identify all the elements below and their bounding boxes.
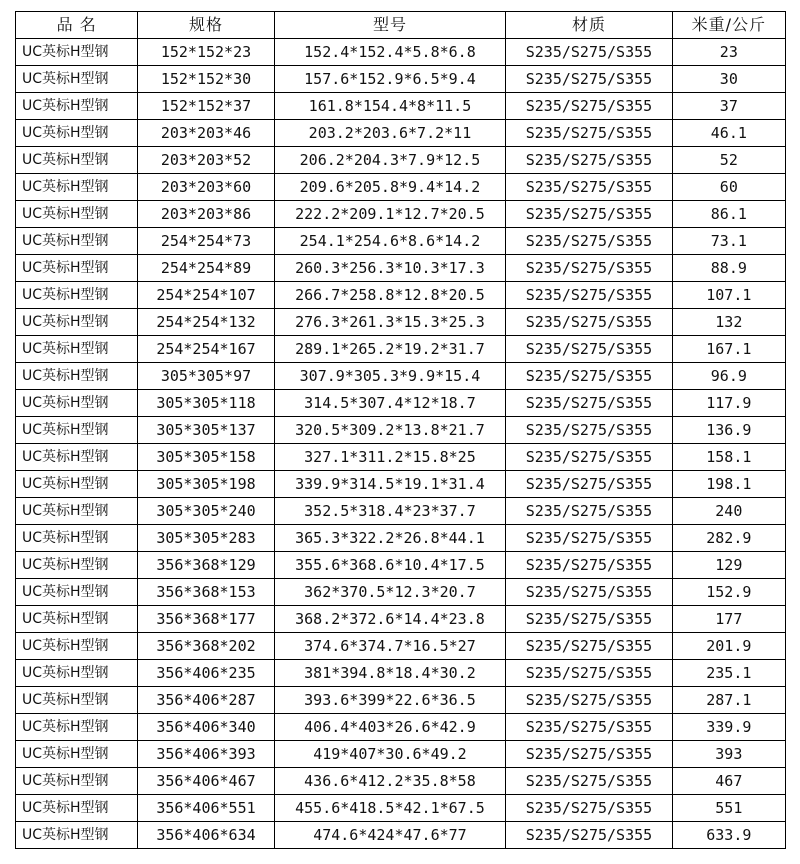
table-row — [16, 552, 786, 579]
cell-name: UC英标H型钢 — [16, 795, 138, 822]
table-row — [16, 147, 786, 174]
cell-weight: 96.9 — [672, 363, 785, 390]
cell-weight: 393 — [672, 741, 785, 768]
cell-name: UC英标H型钢 — [16, 255, 138, 282]
cell-weight: 282.9 — [672, 525, 785, 552]
cell-weight: 235.1 — [672, 660, 785, 687]
table-row — [16, 525, 786, 552]
cell-model: 474.6*424*47.6*77 — [274, 822, 506, 849]
cell-name: UC英标H型钢 — [16, 66, 138, 93]
table-row — [16, 606, 786, 633]
table-row — [16, 174, 786, 201]
cell-material: S235/S275/S355 — [506, 768, 672, 795]
table-body — [16, 39, 786, 849]
cell-material: S235/S275/S355 — [506, 714, 672, 741]
cell-name: UC英标H型钢 — [16, 822, 138, 849]
cell-weight: 551 — [672, 795, 785, 822]
cell-name: UC英标H型钢 — [16, 687, 138, 714]
cell-weight: 73.1 — [672, 228, 785, 255]
cell-model: 455.6*418.5*42.1*67.5 — [274, 795, 506, 822]
cell-spec: 305*305*97 — [138, 363, 274, 390]
cell-material: S235/S275/S355 — [506, 606, 672, 633]
table-row — [16, 768, 786, 795]
cell-spec: 356*406*235 — [138, 660, 274, 687]
cell-name: UC英标H型钢 — [16, 120, 138, 147]
cell-model: 222.2*209.1*12.7*20.5 — [274, 201, 506, 228]
cell-weight: 30 — [672, 66, 785, 93]
cell-name: UC英标H型钢 — [16, 606, 138, 633]
cell-weight: 46.1 — [672, 120, 785, 147]
cell-name: UC英标H型钢 — [16, 93, 138, 120]
cell-weight: 117.9 — [672, 390, 785, 417]
cell-name: UC英标H型钢 — [16, 579, 138, 606]
cell-name: UC英标H型钢 — [16, 552, 138, 579]
table-row — [16, 282, 786, 309]
cell-material: S235/S275/S355 — [506, 741, 672, 768]
header-spec: 规格 — [138, 12, 274, 39]
cell-spec: 305*305*198 — [138, 471, 274, 498]
cell-model: 355.6*368.6*10.4*17.5 — [274, 552, 506, 579]
cell-material: S235/S275/S355 — [506, 201, 672, 228]
cell-spec: 356*368*129 — [138, 552, 274, 579]
cell-model: 209.6*205.8*9.4*14.2 — [274, 174, 506, 201]
cell-name: UC英标H型钢 — [16, 201, 138, 228]
cell-weight: 152.9 — [672, 579, 785, 606]
cell-name: UC英标H型钢 — [16, 768, 138, 795]
cell-spec: 356*368*153 — [138, 579, 274, 606]
cell-spec: 356*406*340 — [138, 714, 274, 741]
cell-material: S235/S275/S355 — [506, 93, 672, 120]
table-row — [16, 498, 786, 525]
cell-weight: 633.9 — [672, 822, 785, 849]
cell-material: S235/S275/S355 — [506, 228, 672, 255]
cell-material: S235/S275/S355 — [506, 174, 672, 201]
cell-material: S235/S275/S355 — [506, 282, 672, 309]
cell-weight: 52 — [672, 147, 785, 174]
table-row — [16, 39, 786, 66]
header-row — [16, 12, 786, 39]
cell-weight: 198.1 — [672, 471, 785, 498]
cell-weight: 107.1 — [672, 282, 785, 309]
cell-model: 436.6*412.2*35.8*58 — [274, 768, 506, 795]
cell-name: UC英标H型钢 — [16, 633, 138, 660]
table-row — [16, 363, 786, 390]
table-row — [16, 633, 786, 660]
cell-model: 260.3*256.3*10.3*17.3 — [274, 255, 506, 282]
cell-spec: 152*152*30 — [138, 66, 274, 93]
cell-spec: 152*152*37 — [138, 93, 274, 120]
cell-material: S235/S275/S355 — [506, 363, 672, 390]
cell-spec: 203*203*52 — [138, 147, 274, 174]
cell-material: S235/S275/S355 — [506, 309, 672, 336]
cell-spec: 152*152*23 — [138, 39, 274, 66]
cell-model: 381*394.8*18.4*30.2 — [274, 660, 506, 687]
cell-name: UC英标H型钢 — [16, 390, 138, 417]
cell-name: UC英标H型钢 — [16, 741, 138, 768]
cell-weight: 88.9 — [672, 255, 785, 282]
cell-name: UC英标H型钢 — [16, 174, 138, 201]
cell-name: UC英标H型钢 — [16, 471, 138, 498]
table-row — [16, 120, 786, 147]
cell-material: S235/S275/S355 — [506, 444, 672, 471]
cell-model: 254.1*254.6*8.6*14.2 — [274, 228, 506, 255]
cell-weight: 60 — [672, 174, 785, 201]
table-row — [16, 93, 786, 120]
cell-material: S235/S275/S355 — [506, 579, 672, 606]
cell-spec: 356*368*177 — [138, 606, 274, 633]
cell-spec: 254*254*167 — [138, 336, 274, 363]
header-material: 材质 — [506, 12, 672, 39]
cell-spec: 305*305*283 — [138, 525, 274, 552]
cell-material: S235/S275/S355 — [506, 660, 672, 687]
table-row — [16, 687, 786, 714]
cell-model: 161.8*154.4*8*11.5 — [274, 93, 506, 120]
table-row — [16, 579, 786, 606]
table-row — [16, 471, 786, 498]
cell-material: S235/S275/S355 — [506, 390, 672, 417]
cell-name: UC英标H型钢 — [16, 444, 138, 471]
cell-spec: 254*254*89 — [138, 255, 274, 282]
cell-model: 352.5*318.4*23*37.7 — [274, 498, 506, 525]
table-row — [16, 336, 786, 363]
cell-model: 307.9*305.3*9.9*15.4 — [274, 363, 506, 390]
cell-model: 362*370.5*12.3*20.7 — [274, 579, 506, 606]
table-row — [16, 390, 786, 417]
cell-model: 406.4*403*26.6*42.9 — [274, 714, 506, 741]
cell-name: UC英标H型钢 — [16, 309, 138, 336]
table-row — [16, 255, 786, 282]
cell-name: UC英标H型钢 — [16, 417, 138, 444]
cell-weight: 467 — [672, 768, 785, 795]
cell-spec: 203*203*86 — [138, 201, 274, 228]
cell-name: UC英标H型钢 — [16, 228, 138, 255]
cell-model: 266.7*258.8*12.8*20.5 — [274, 282, 506, 309]
cell-name: UC英标H型钢 — [16, 282, 138, 309]
cell-spec: 356*368*202 — [138, 633, 274, 660]
cell-material: S235/S275/S355 — [506, 498, 672, 525]
cell-spec: 254*254*107 — [138, 282, 274, 309]
table-row — [16, 66, 786, 93]
cell-spec: 356*406*393 — [138, 741, 274, 768]
cell-model: 393.6*399*22.6*36.5 — [274, 687, 506, 714]
cell-spec: 203*203*46 — [138, 120, 274, 147]
cell-model: 320.5*309.2*13.8*21.7 — [274, 417, 506, 444]
cell-material: S235/S275/S355 — [506, 687, 672, 714]
table-row — [16, 309, 786, 336]
cell-material: S235/S275/S355 — [506, 471, 672, 498]
table-row — [16, 660, 786, 687]
table-row — [16, 444, 786, 471]
cell-material: S235/S275/S355 — [506, 525, 672, 552]
header-name: 品 名 — [16, 12, 138, 39]
cell-name: UC英标H型钢 — [16, 39, 138, 66]
cell-spec: 305*305*158 — [138, 444, 274, 471]
cell-weight: 136.9 — [672, 417, 785, 444]
cell-weight: 158.1 — [672, 444, 785, 471]
cell-material: S235/S275/S355 — [506, 66, 672, 93]
cell-spec: 305*305*118 — [138, 390, 274, 417]
table-row — [16, 822, 786, 849]
cell-weight: 132 — [672, 309, 785, 336]
cell-name: UC英标H型钢 — [16, 660, 138, 687]
cell-weight: 339.9 — [672, 714, 785, 741]
cell-spec: 305*305*137 — [138, 417, 274, 444]
cell-spec: 203*203*60 — [138, 174, 274, 201]
steel-spec-table — [15, 11, 786, 849]
cell-material: S235/S275/S355 — [506, 255, 672, 282]
table-row — [16, 741, 786, 768]
cell-material: S235/S275/S355 — [506, 552, 672, 579]
table-row — [16, 228, 786, 255]
cell-material: S235/S275/S355 — [506, 822, 672, 849]
cell-spec: 356*406*551 — [138, 795, 274, 822]
cell-weight: 37 — [672, 93, 785, 120]
cell-spec: 356*406*287 — [138, 687, 274, 714]
cell-name: UC英标H型钢 — [16, 714, 138, 741]
cell-spec: 356*406*467 — [138, 768, 274, 795]
cell-weight: 287.1 — [672, 687, 785, 714]
cell-model: 152.4*152.4*5.8*6.8 — [274, 39, 506, 66]
cell-spec: 356*406*634 — [138, 822, 274, 849]
cell-weight: 23 — [672, 39, 785, 66]
cell-spec: 305*305*240 — [138, 498, 274, 525]
cell-name: UC英标H型钢 — [16, 336, 138, 363]
cell-material: S235/S275/S355 — [506, 336, 672, 363]
table-row — [16, 417, 786, 444]
cell-weight: 86.1 — [672, 201, 785, 228]
cell-model: 374.6*374.7*16.5*27 — [274, 633, 506, 660]
cell-model: 289.1*265.2*19.2*31.7 — [274, 336, 506, 363]
cell-material: S235/S275/S355 — [506, 39, 672, 66]
cell-model: 314.5*307.4*12*18.7 — [274, 390, 506, 417]
table-row — [16, 795, 786, 822]
header-weight: 米重/公斤 — [672, 12, 785, 39]
cell-material: S235/S275/S355 — [506, 633, 672, 660]
cell-model: 365.3*322.2*26.8*44.1 — [274, 525, 506, 552]
cell-model: 157.6*152.9*6.5*9.4 — [274, 66, 506, 93]
header-model: 型号 — [274, 12, 506, 39]
table-row — [16, 714, 786, 741]
table-row — [16, 201, 786, 228]
cell-model: 419*407*30.6*49.2 — [274, 741, 506, 768]
cell-name: UC英标H型钢 — [16, 147, 138, 174]
cell-weight: 201.9 — [672, 633, 785, 660]
cell-model: 203.2*203.6*7.2*11 — [274, 120, 506, 147]
cell-material: S235/S275/S355 — [506, 795, 672, 822]
cell-weight: 240 — [672, 498, 785, 525]
cell-material: S235/S275/S355 — [506, 417, 672, 444]
cell-model: 368.2*372.6*14.4*23.8 — [274, 606, 506, 633]
cell-model: 206.2*204.3*7.9*12.5 — [274, 147, 506, 174]
cell-material: S235/S275/S355 — [506, 147, 672, 174]
cell-model: 327.1*311.2*15.8*25 — [274, 444, 506, 471]
table-header — [16, 12, 786, 39]
cell-model: 339.9*314.5*19.1*31.4 — [274, 471, 506, 498]
cell-weight: 129 — [672, 552, 785, 579]
cell-weight: 177 — [672, 606, 785, 633]
cell-name: UC英标H型钢 — [16, 498, 138, 525]
cell-material: S235/S275/S355 — [506, 120, 672, 147]
cell-name: UC英标H型钢 — [16, 525, 138, 552]
cell-model: 276.3*261.3*15.3*25.3 — [274, 309, 506, 336]
cell-name: UC英标H型钢 — [16, 363, 138, 390]
cell-spec: 254*254*73 — [138, 228, 274, 255]
cell-weight: 167.1 — [672, 336, 785, 363]
cell-spec: 254*254*132 — [138, 309, 274, 336]
